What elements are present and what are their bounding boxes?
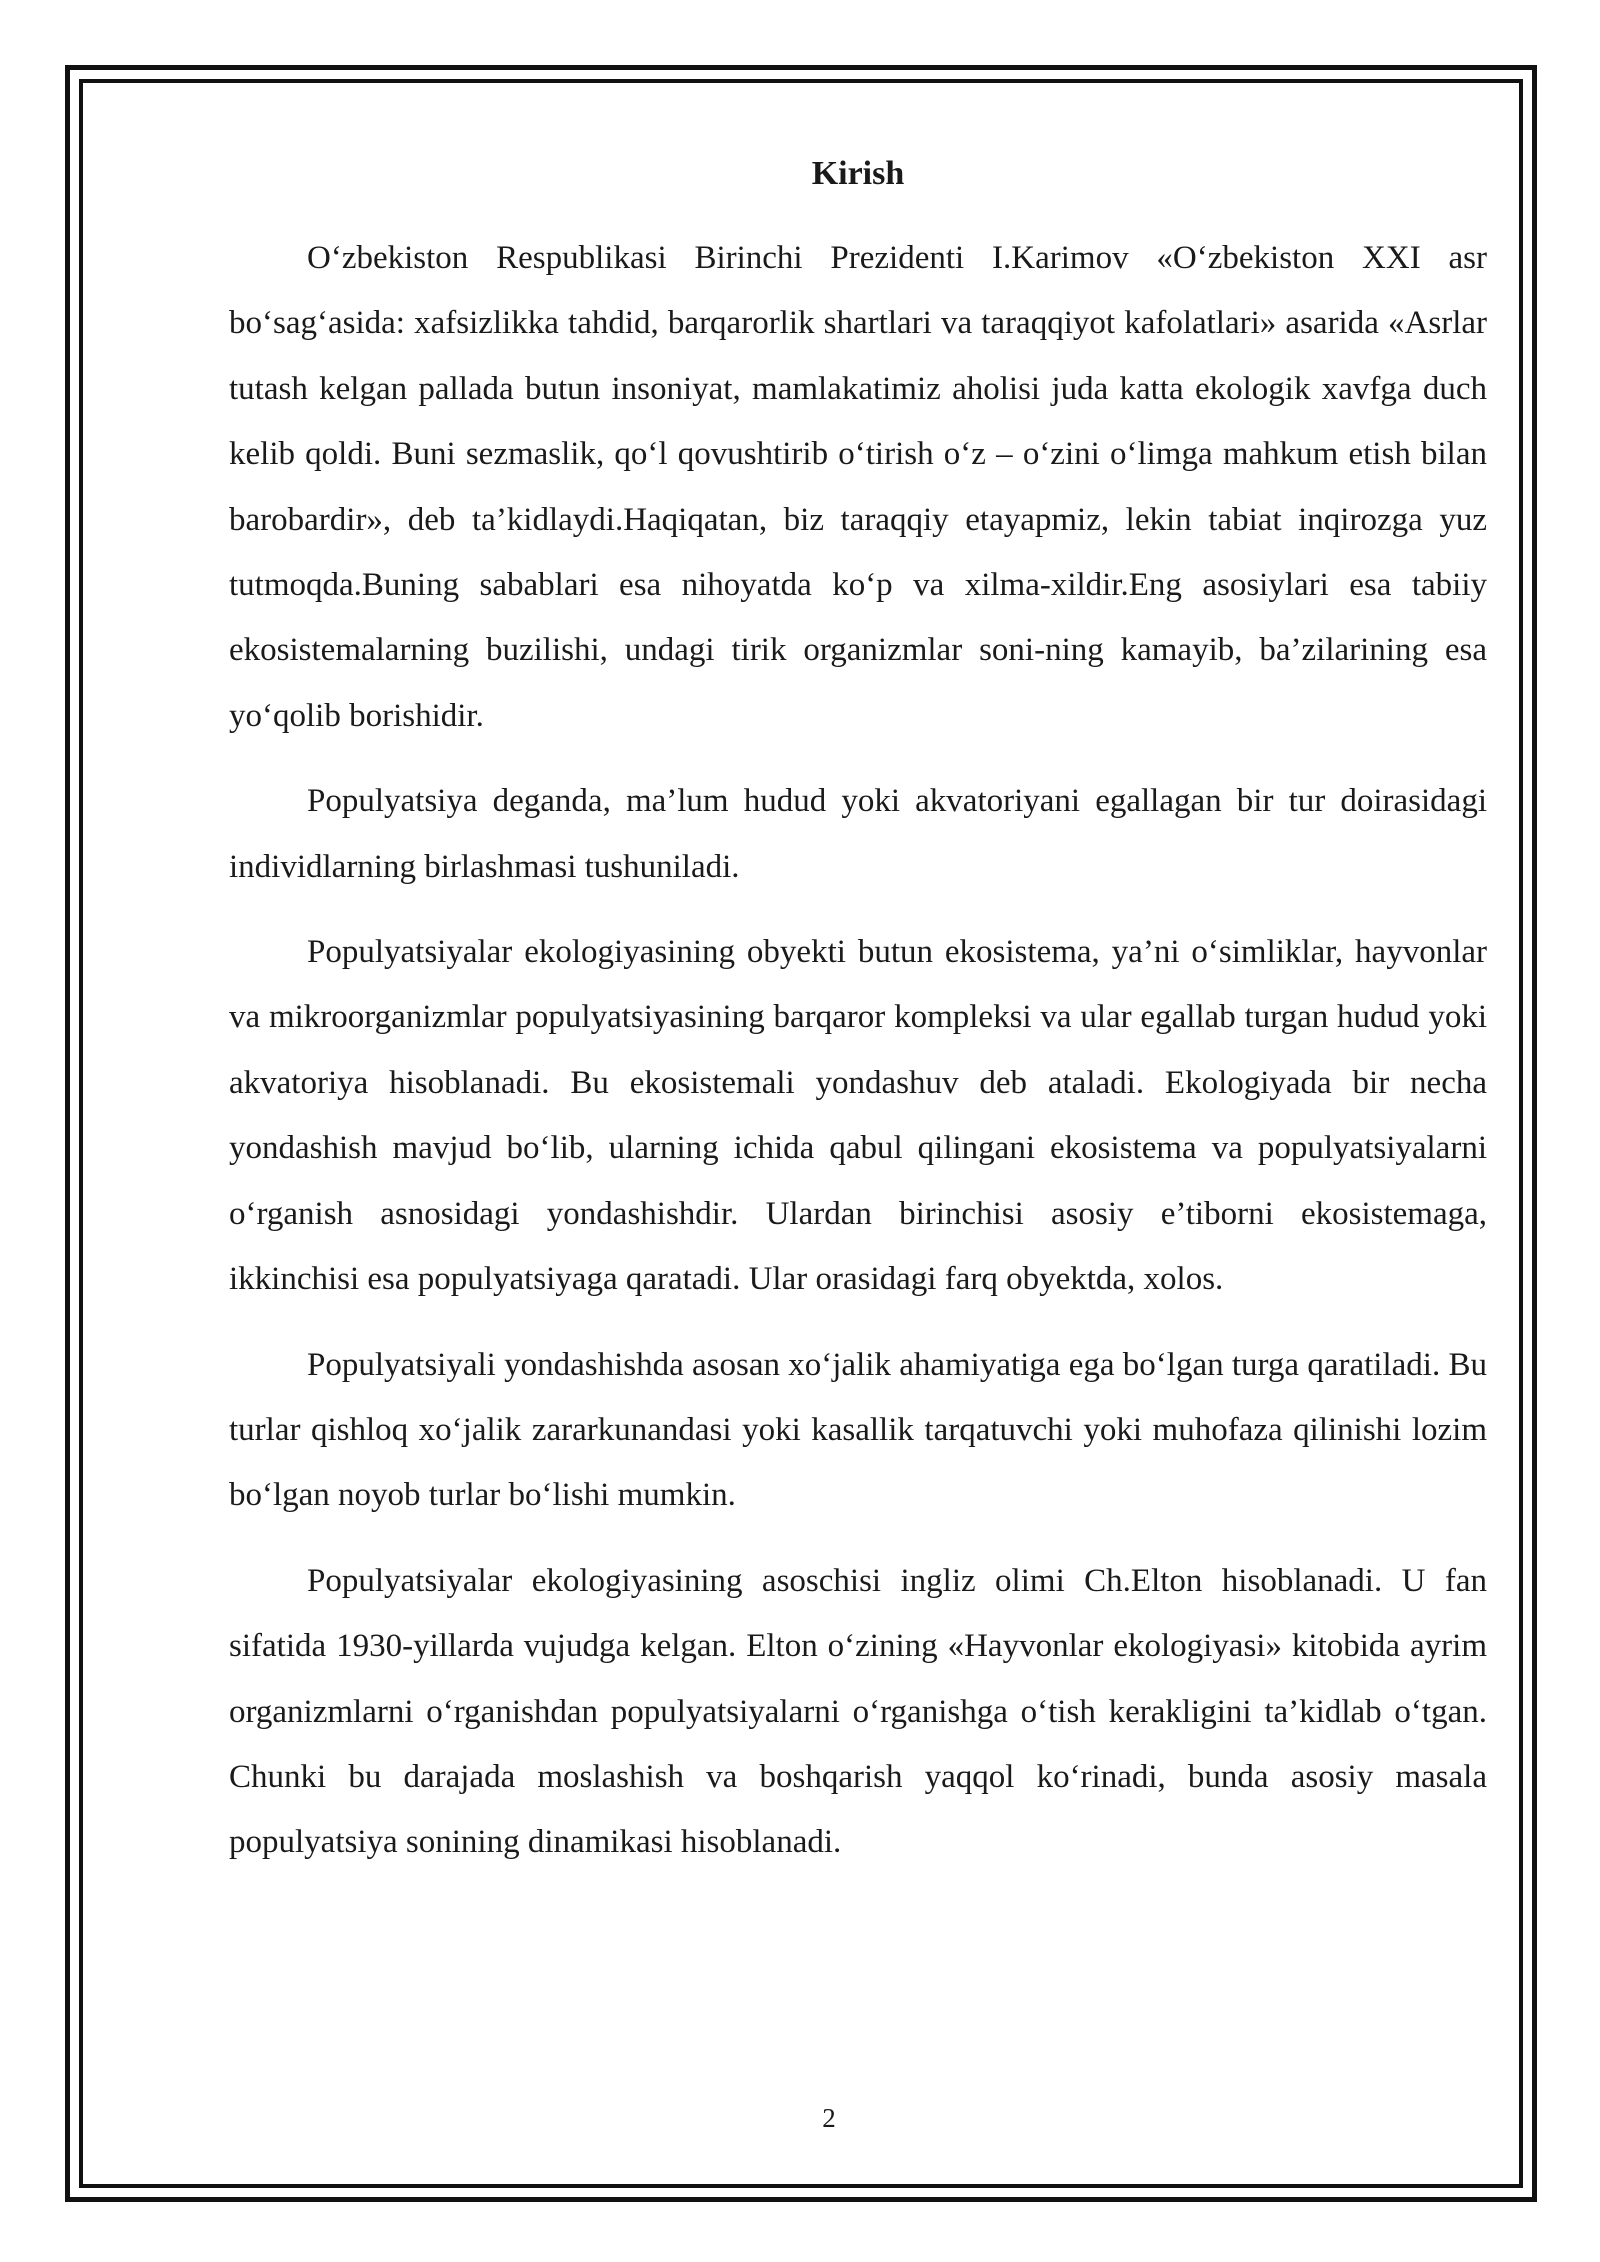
paragraph-2: Populyatsiya deganda, ma’lum hudud yoki akvatoriyani egallagan bir tur doirasidagi individlarning birlashmasi tushuniladi. [229, 783, 1487, 885]
document-body [229, 142, 1487, 1876]
paragraph-1: O‘zbekiston Respublikasi Birinchi Prezidenti I.Karimov «O‘zbekiston XXI asr bo‘sag‘asida: xafsizlikka tahdid, barqarorlik shartlari va taraqqiyot kafolatlari» asarida «Asrlar tutash kelgan pallada butun insoniyat, mamlakatimiz aholisi juda katta ekologik xavfga duch kelib qoldi. Buni sezmaslik, qo‘l qovushtirib o‘tirish o‘z – o‘zini o‘limga mahkum etish bilan barobardir», deb ta’kidlaydi.Haqiqatan, biz taraqqiy etayapmiz, lekin tabiat inqirozga yuz tutmoqda.Buning sabablari esa nihoyatda ko‘p va xilma-xildir.Eng asosiylari esa tabiiy ekosistemalarning buzilishi, undagi tirik organizmlar soni-ning kamayib, ba’zilarining esa yo‘qolib borishidir. [229, 240, 1487, 734]
paragraph-4: Populyatsiyali yondashishda asosan xo‘jalik ahamiyatiga ega bo‘lgan turga qaratiladi. Bu turlar qishloq xo‘jalik zararkunandasi yoki kasallik tarqatuvchi yoki muhofaza qilinishi lozim bo‘lgan noyob turlar bo‘lishi mumkin. [229, 1346, 1487, 1514]
page-number: 2 [822, 2103, 836, 2133]
document-title: Kirish [811, 155, 905, 192]
paragraph-5: Populyatsiyalar ekologiyasining asoschisi ingliz olimi Ch.Elton hisoblanadi. U fan sifatida 1930-yillarda vujudga kelgan. Elton o‘zining «Hayvonlar ekologiyasi» kitobida ayrim organizmlarni o‘rganishdan populyatsiyalarni o‘rganishga o‘tish kerakligini ta’kidlab o‘tgan. Chunki bu darajada moslashish va boshqarish yaqqol ko‘rinadi, bunda asosiy masala populyatsiya sonining dinamikasi hisoblanadi. [229, 1562, 1487, 1861]
paragraph-3: Populyatsiyalar ekologiyasining obyekti butun ekosistema, ya’ni o‘simliklar, hayvonlar va mikroorganizmlar populyatsiyasining barqaror kompleksi va ular egallab turgan hudud yoki akvatoriya hisoblanadi. Bu ekosistemali yondashuv deb ataladi. Ekologiyada bir necha yondashish mavjud bo‘lib, ularning ichida qabul qilingani ekosistema va populyatsiyalarni o‘rganish asnosidagi yondashishdir. Ulardan birinchisi asosiy e’tiborni ekosistemaga, ikkinchisi esa populyatsiyaga qaratadi. Ular orasidagi farq obyektda, xolos. [229, 934, 1487, 1298]
